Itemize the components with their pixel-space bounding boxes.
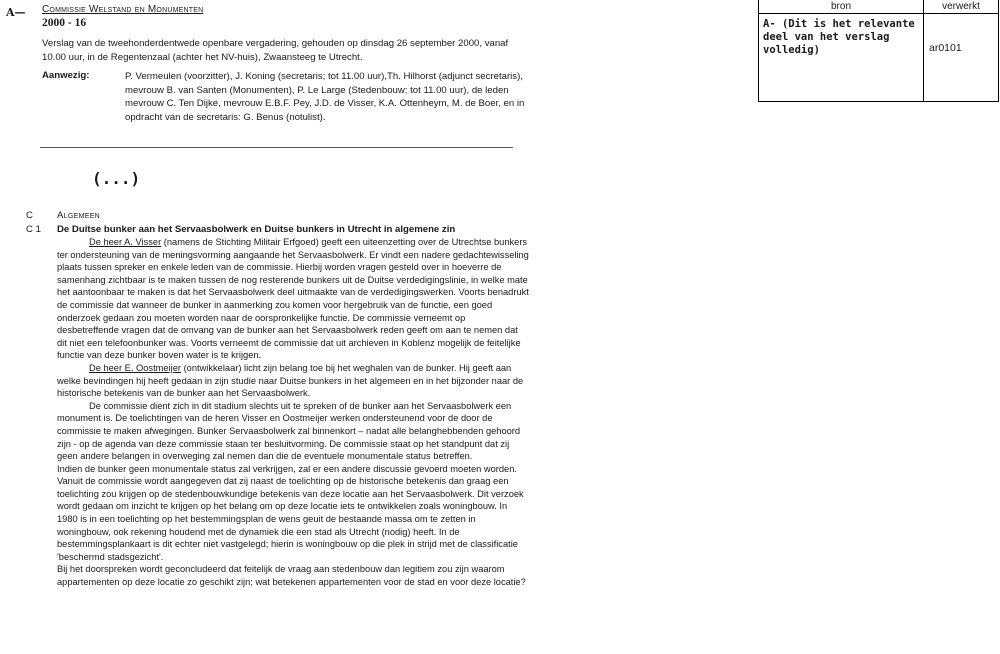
present-label: Aanwezig: (42, 70, 90, 81)
column-header-processed: verwerkt (924, 0, 999, 14)
processed-code: ar0101 (929, 42, 962, 54)
paragraph-status: Indien de bunker geen monumentale status zal verkrijgen, zal er een andere discussie gevoerd moeten worden. Vanuit de commissie wordt aangegeven dat zij naast de toelichting op de historische betekenis dan graag een toelichting zou krijgen op de stedenbouwkundige betekenis van deze locatie aan het Servaasbolwerk. Dit verzoek wordt gedaan om inzicht te krijgen op het belang om op deze locatie iets te ontwikkelen zoals woningbouw. In 1980 is in een toelichting op het bestemmingsplan de wens geuit de bestaande massa om te zetten in woningbouw, ook rekening houdend met de dynamiek die een stad als Utrecht (nodig) heeft. In de bestemmingsplankaart is dit echter niet vastgelegd; hierin is woningbouw op die plek in strijd met de classificatie 'beschermd stadsgezicht'. (57, 463, 524, 562)
minutes-body (57, 236, 529, 589)
divider (40, 147, 513, 148)
paragraph-visser (57, 236, 529, 362)
report-intro: Verslag van de tweehonderdentwede openbare vergadering, gehouden op dinsdag 26 september 2000, vanaf 10.00 uur, in de Regentenzaal (achter het NV-huis), Zwaansteeg te Utrecht. (42, 38, 509, 63)
paragraph-text: (ontwikkelaar) licht zijn belang toe bij het weghalen van de bunker. Hij geeft aan welke bevindingen hij heeft gedaan in zijn studie naar Duitse bunkers in het algemeen en in het bijzonder naar de historische betekenis van de bunker aan het Servaasbolwerk. (57, 362, 524, 399)
source-table (758, 0, 999, 102)
column-header-source: bron (759, 0, 924, 14)
report-number: 2000 - 16 (42, 17, 87, 29)
paragraph-oostmeijer (57, 362, 529, 400)
speaker-visser: De heer A. Visser (89, 237, 162, 247)
present-list: P. Vermeulen (voorzitter), J. Koning (secretaris; tot 11.00 uur),Th. Hilhorst (adjunct secretaris), mevrouw B. van Santen (Monumenten), P. Le Large (Stedenbouw; tot 11.00 uur), de leden mevrouw C. Ten Dijke, mevrouw E.B.F. Pey, J.D. de Visser, K.A. Ottenheym, M. de Boer, en in opdracht van de secretaris: G. Benus (notulist). (125, 71, 525, 123)
section-title: Algemeen (57, 210, 101, 221)
speaker-oostmeijer: De heer E. Oostmeijer (89, 362, 181, 373)
paragraph-conclusion: Bij het doorspreken wordt geconcludeerd dat feitelijk de vraag aan stedenbouw dan legitiem zou zijn waarom appartementen op deze locatie zo geschikt zijn; wat betekenen appartementen voor de stad en voor deze locatie? (57, 564, 526, 588)
subsection-title: De Duitse bunker aan het Servaasbolwerk en Duitse bunkers in Utrecht in algemene zin (57, 224, 456, 235)
margin-mark: A— (6, 6, 26, 19)
paragraph-commission: De commissie dient zich in dit stadium slechts uit te spreken of de bunker aan het Servaasbolwerk een monument is. De toelichtingen van de heren Visser en Oostmeijer werken ondersteunend voor de door de commissie te maken afwegingen. Bunker Servaasbolwerk zal binnenkort – nadat alle belanghebbenden gehoord zijn - op de agenda van deze commissie staan ter besluitvorming. De commissie staat op het standpunt dat zij geen andere belangen in overweging zal nemen dan die de eventuele monumentale status betreffen. (57, 400, 521, 462)
subsection-code: C 1 (26, 224, 41, 235)
omission-mark: (...) (92, 169, 141, 188)
committee-title: Commissie Welstand en Monumenten (42, 4, 204, 15)
section-code: C (26, 210, 33, 221)
processed-cell (924, 14, 999, 102)
source-note: A- (Dit is het relevante deel van het verslag volledig) (759, 14, 924, 102)
paragraph-text: (namens de Stichting Militair Erfgoed) geeft een uiteenzetting over de Utrechtse bunkers ter ondersteuning van de meningsvorming aangaande het Servaasbolwerk. Er vindt een nadere gedachtewisseling plaats tussen spreker en enkele leden van de commissie. Hierbij worden vragen gesteld over in hoeverre de samenhang zichtbaar is te maken tussen de nog resterende bunkers uit de Duitse verdedigingslinie, in welke mate het aantoonbaar te maken is dat het Servaasbolwerk deel uitmaakte van de verdedigingswerken. Voorts benadrukt de commissie dat wanneer de bunker in aanmerking zou komen voor hergebruik van de functie, een goed onderzoek gedaan zou moeten worden naar de oorspronkelijke functie. De commissie verneemt op desbetreffende vragen dat de omvang van de bunker aan het Servaasbolwerk reden geeft om aan te nemen dat dit niet een telefoonbunker was. Voorts verneemt de commissie dat uit archieven in Koblenz mogelijk de feitelijke functie van deze bunker boven water is te krijgen. (57, 237, 529, 361)
